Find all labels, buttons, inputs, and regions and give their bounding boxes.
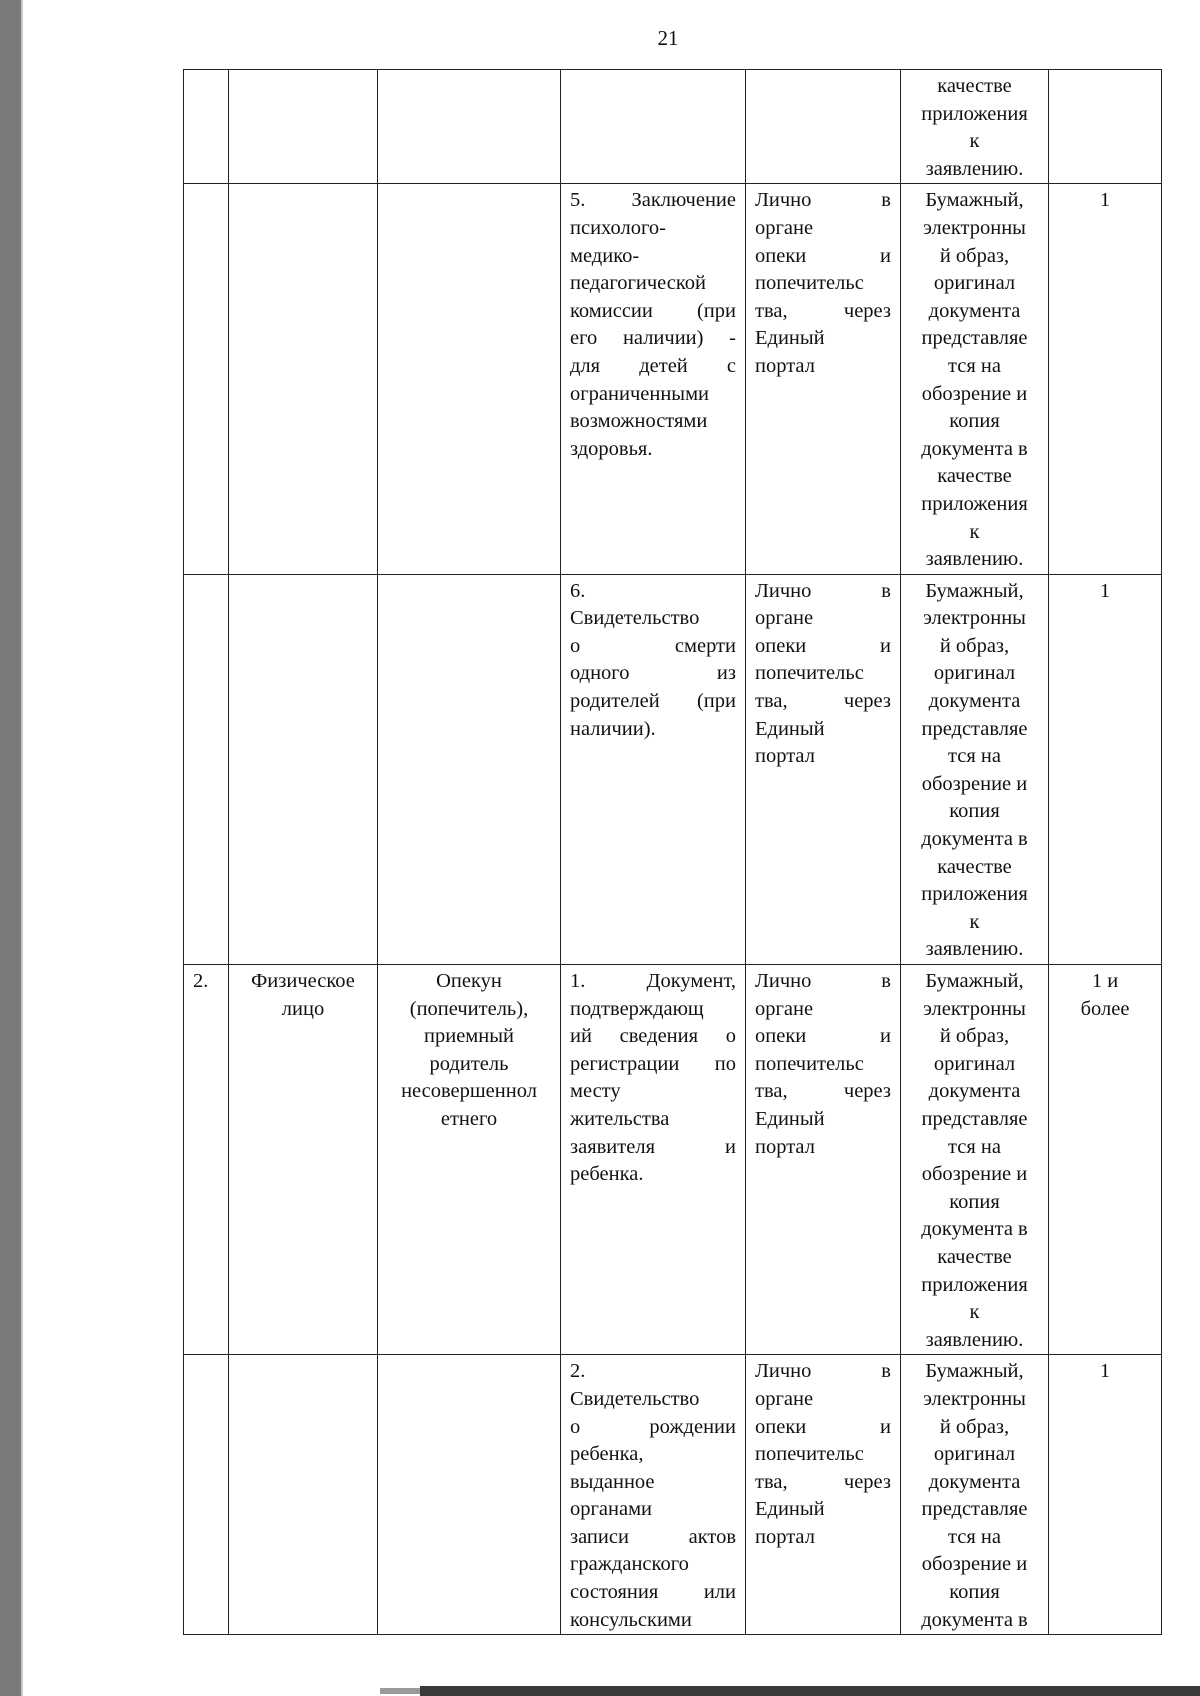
documents-table [183,69,1162,1635]
document-line: регистрации по [570,1052,736,1075]
document-line: ий сведения о [570,1025,736,1048]
method-line: портал [755,1525,815,1548]
document-line: для детей с [570,354,736,377]
document-line: о рождении [570,1415,736,1438]
document-form-cell [901,574,1049,964]
method-line: органе [755,997,814,1020]
form-line: й образ, [939,244,1010,267]
table-row [184,965,1162,1355]
form-line: заявлению. [925,157,1024,180]
method-line: органе [755,216,814,239]
document-line: подтверждающ [570,997,704,1020]
form-line: обозрение и [921,772,1028,795]
form-line: й образ, [939,1415,1010,1438]
form-line: оригинал [933,1443,1016,1466]
form-line: заявлению. [925,938,1024,961]
scan-bottom-edge [420,1686,1200,1696]
form-line: тся на [948,745,1001,768]
form-line: заявлению. [925,1328,1024,1351]
document-line: заявителя и [570,1135,736,1158]
method-line: органе [755,607,814,630]
form-line: й образ, [939,634,1010,657]
method-line: попечительс [755,662,864,685]
form-line: к [969,520,980,543]
form-line: к [969,1301,980,1324]
table-row [184,574,1162,964]
method-line: Лично в [755,189,891,212]
document-line: 2. [570,1360,586,1383]
representative-cell [378,184,561,574]
form-line: документа в [921,437,1028,460]
representative-cell [378,574,561,964]
method-line: Лично в [755,579,891,602]
form-line: документа в [921,828,1028,851]
document-line: жительства [570,1107,670,1130]
form-line: качестве [937,75,1012,97]
form-line: копия [949,1581,1000,1604]
form-line: к [969,910,980,933]
form-line: документа [928,299,1021,322]
representative-line: приемный [424,1025,514,1048]
document-line: консульскими [570,1608,692,1631]
form-line: электронны [923,1387,1026,1410]
quantity-line: более [1080,997,1130,1020]
document-line: комиссии (при [570,299,736,322]
document-line: 5. Заключение [570,189,736,212]
representative-cell [378,965,561,1355]
representative-line: несовершеннол [401,1080,537,1103]
representative-cell [378,70,561,184]
form-line: обозрение и [921,1163,1028,1186]
scan-left-edge-shadow [21,0,23,1696]
method-line: Лично в [755,970,891,992]
form-line: оригинал [933,272,1016,295]
document-line: ребенка, [570,1443,644,1466]
form-line: Бумажный, [925,189,1024,212]
form-line: Бумажный, [925,579,1024,602]
form-line: обозрение и [921,1553,1028,1576]
document-line: его наличии) - [570,327,736,350]
method-line: опеки и [755,244,891,267]
method-line: тва, через [755,1080,891,1103]
document-form-cell [901,70,1049,184]
form-line: копия [949,1190,1000,1213]
document-line: наличии). [570,717,656,740]
document-line: выданное [570,1470,655,1493]
method-line: опеки и [755,1025,891,1048]
form-line: качестве [937,465,1012,488]
form-line: представляе [921,717,1028,740]
scan-bottom-artifact [380,1688,420,1694]
form-line: обозрение и [921,382,1028,405]
form-line: качестве [937,855,1012,878]
form-line: электронны [923,997,1026,1020]
method-line: опеки и [755,634,891,657]
table-row [184,1355,1162,1635]
form-line: оригинал [933,662,1016,685]
method-line: попечительс [755,272,864,295]
form-line: копия [949,410,1000,433]
form-line: приложения [921,492,1028,515]
document-form-cell [901,184,1049,574]
form-line: представляе [921,1107,1028,1130]
form-line: документа в [921,1218,1028,1241]
form-line: к [969,130,980,153]
row-number-cell [184,70,229,184]
quantity-cell: 1 [1049,574,1162,964]
document-line: 1. Документ, [570,970,736,992]
submission-method-cell [746,1355,901,1635]
method-line: тва, через [755,1470,891,1493]
page-number: 21 [657,26,679,50]
document-line: одного из [570,662,736,685]
table-row [184,70,1162,184]
method-line: опеки и [755,1415,891,1438]
document-line: здоровья. [570,437,653,460]
applicant-category-cell [229,574,378,964]
document-line: ребенка. [570,1163,644,1186]
method-line: Единый [755,1498,825,1521]
quantity-cell: 1 [1049,184,1162,574]
document-line: записи актов [570,1525,736,1548]
scan-left-edge [0,0,21,1696]
row-number-cell: 2. [184,965,229,1355]
document-line: возможностями [570,410,708,433]
form-line: приложения [921,102,1028,125]
applicant-category-cell: Физическое лицо [229,965,378,1355]
document-line: гражданского [570,1553,689,1576]
row-number-cell [184,184,229,574]
applicant-category-cell [229,184,378,574]
document-name-cell [561,70,746,184]
document-name-cell [561,574,746,964]
submission-method-cell [746,70,901,184]
document-form-cell [901,1355,1049,1635]
form-line: тся на [948,1525,1001,1548]
document-line: медико- [570,244,640,267]
row-number-cell [184,574,229,964]
representative-line: Опекун [436,970,502,992]
document-line: органами [570,1498,653,1521]
representative-line: етнего [440,1107,498,1130]
representative-cell [378,1355,561,1635]
method-line: Единый [755,1107,825,1130]
document-line: месту [570,1080,621,1103]
form-line: представляе [921,1498,1028,1521]
submission-method-cell [746,574,901,964]
document-line: Свидетельство [570,1387,700,1410]
form-line: Бумажный, [925,1360,1024,1383]
method-line: тва, через [755,299,891,322]
method-line: Лично в [755,1360,891,1383]
form-line: документа [928,690,1021,713]
applicant-category-cell [229,70,378,184]
method-line: тва, через [755,690,891,713]
method-line: органе [755,1387,814,1410]
row-number-cell [184,1355,229,1635]
document-form-cell [901,965,1049,1355]
document-line: о смерти [570,634,736,657]
representative-line: (попечитель), [409,997,529,1020]
representative-line: родитель [429,1052,509,1075]
method-line: портал [755,1135,815,1158]
document-line: состояния или [570,1581,736,1604]
form-line: документа [928,1470,1021,1493]
applicant-category-cell [229,1355,378,1635]
submission-method-cell [746,965,901,1355]
method-line: портал [755,354,815,377]
form-line: тся на [948,1135,1001,1158]
form-line: электронны [923,216,1026,239]
document-line: 6. [570,579,586,602]
document-line: педагогической [570,272,707,295]
form-line: документа [928,1080,1021,1103]
form-line: приложения [921,1273,1028,1296]
document-name-cell [561,965,746,1355]
form-line: качестве [937,1245,1012,1268]
submission-method-cell [746,184,901,574]
document-line: Свидетельство [570,607,700,630]
document-line: родителей (при [570,690,736,713]
quantity-line: 1 и [1091,970,1119,992]
form-line: приложения [921,883,1028,906]
document-line: ограниченными [570,382,710,405]
form-line: Бумажный, [925,970,1024,992]
method-line: попечительс [755,1443,864,1466]
quantity-cell: 1 [1049,1355,1162,1635]
document-line: психолого- [570,216,666,239]
form-line: заявлению. [925,548,1024,571]
form-line: копия [949,800,1000,823]
form-line: документа в [921,1608,1028,1631]
form-line: й образ, [939,1025,1010,1048]
table-row [184,184,1162,574]
quantity-cell [1049,965,1162,1355]
method-line: портал [755,745,815,768]
form-line: электронны [923,607,1026,630]
document-name-cell [561,1355,746,1635]
method-line: Единый [755,717,825,740]
form-line: представляе [921,327,1028,350]
form-line: оригинал [933,1052,1016,1075]
document-name-cell [561,184,746,574]
quantity-cell [1049,70,1162,184]
form-line: тся на [948,354,1001,377]
method-line: Единый [755,327,825,350]
method-line: попечительс [755,1052,864,1075]
